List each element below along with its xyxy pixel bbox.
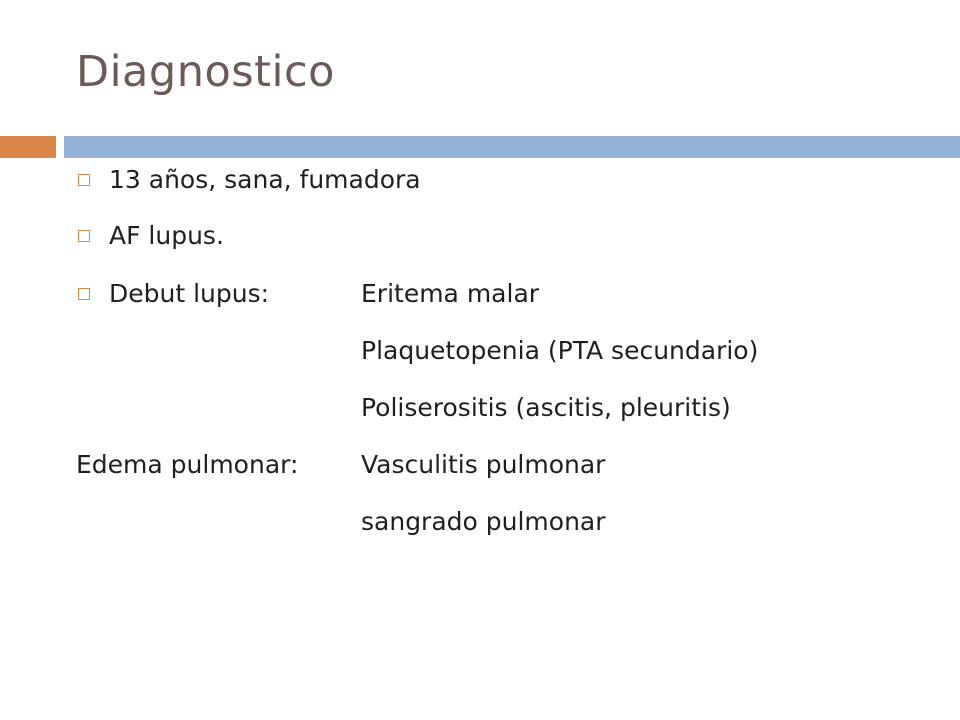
edema-label: Edema pulmonar: (76, 450, 299, 479)
detail-text: Plaquetopenia (PTA secundario) (361, 336, 759, 365)
bullet-label: Debut lupus: (109, 279, 270, 308)
edema-line (0, 447, 960, 487)
square-bullet-icon (78, 230, 90, 242)
detail-text: Poliserositis (ascitis, pleuritis) (361, 393, 731, 422)
bullet-item (0, 218, 960, 258)
detail-text: sangrado pulmonar (361, 507, 606, 536)
continuation-line (0, 504, 960, 544)
slide-title: Diagnostico (76, 47, 335, 97)
continuation-line (0, 333, 960, 373)
bullet-item (0, 276, 960, 316)
bullet-detail: Eritema malar (361, 279, 540, 308)
detail-text: Vasculitis pulmonar (361, 450, 606, 479)
square-bullet-icon (78, 174, 90, 186)
bullet-text: 13 años, sana, fumadora (109, 165, 421, 194)
continuation-line (0, 390, 960, 430)
bullet-text: AF lupus. (109, 221, 224, 250)
square-bullet-icon (78, 288, 90, 300)
bullet-item (0, 162, 960, 202)
